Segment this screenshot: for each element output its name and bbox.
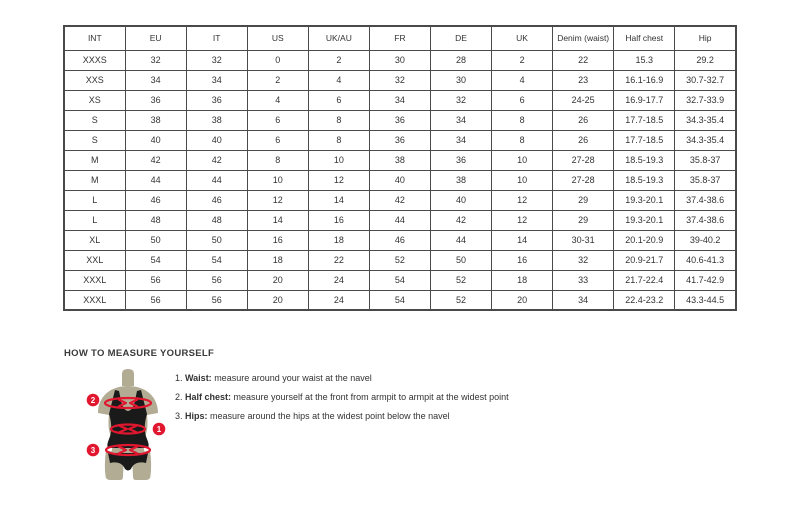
table-cell: 8 [247, 150, 308, 170]
table-cell: XXS [64, 70, 125, 90]
table-row [64, 270, 736, 290]
table-cell: XL [64, 230, 125, 250]
table-cell: 38 [369, 150, 430, 170]
header-row [64, 26, 736, 50]
table-cell: 42 [430, 210, 491, 230]
table-row [64, 130, 736, 150]
table-cell: 54 [369, 290, 430, 310]
table-cell: 56 [125, 290, 186, 310]
table-cell: 35.8-37 [675, 170, 736, 190]
column-header: UK/AU [308, 26, 369, 50]
column-header: Hip [675, 26, 736, 50]
table-cell: 40 [186, 130, 247, 150]
table-cell: 15.3 [614, 50, 675, 70]
table-cell: 32.7-33.9 [675, 90, 736, 110]
table-cell: 34.3-35.4 [675, 130, 736, 150]
instruction-number: 3. [175, 411, 186, 421]
table-cell: 30 [430, 70, 491, 90]
table-cell: 2 [247, 70, 308, 90]
table-cell: 20 [492, 290, 553, 310]
measure-instructions [175, 373, 509, 430]
table-cell: 37.4-38.6 [675, 210, 736, 230]
table-cell: 37.4-38.6 [675, 190, 736, 210]
table-cell: 38 [125, 110, 186, 130]
instruction-number: 2. [175, 392, 186, 402]
table-cell: XS [64, 90, 125, 110]
table-cell: 4 [308, 70, 369, 90]
size-chart-body [64, 50, 736, 310]
table-cell: 17.7-18.5 [614, 110, 675, 130]
table-cell: 18.5-19.3 [614, 150, 675, 170]
table-cell: M [64, 170, 125, 190]
table-cell: 44 [125, 170, 186, 190]
table-cell: 2 [308, 50, 369, 70]
table-cell: 34 [430, 110, 491, 130]
column-header: US [247, 26, 308, 50]
measurement-figure [78, 366, 178, 484]
table-row [64, 250, 736, 270]
instruction-text: measure around the hips at the widest point below the navel [207, 411, 450, 421]
table-cell: 50 [430, 250, 491, 270]
column-header: Denim (waist) [553, 26, 614, 50]
table-cell: 16.1-16.9 [614, 70, 675, 90]
table-cell: 20.9-21.7 [614, 250, 675, 270]
table-cell: 54 [186, 250, 247, 270]
table-cell: 40 [369, 170, 430, 190]
table-cell: 24 [308, 290, 369, 310]
table-cell: 12 [247, 190, 308, 210]
hips-badge [87, 444, 100, 457]
table-cell: 20 [247, 270, 308, 290]
how-to-measure-title: HOW TO MEASURE YOURSELF [64, 348, 215, 359]
table-cell: 12 [492, 210, 553, 230]
table-cell: 39-40.2 [675, 230, 736, 250]
table-cell: 14 [492, 230, 553, 250]
table-cell: 32 [369, 70, 430, 90]
table-cell: 36 [430, 150, 491, 170]
table-row [64, 70, 736, 90]
table-cell: 8 [492, 130, 553, 150]
table-cell: 18.5-19.3 [614, 170, 675, 190]
table-cell: 12 [308, 170, 369, 190]
table-cell: 54 [125, 250, 186, 270]
table-cell: 34 [553, 290, 614, 310]
table-cell: 36 [186, 90, 247, 110]
waist-badge [153, 423, 166, 436]
table-cell: 10 [308, 150, 369, 170]
table-cell: 18 [308, 230, 369, 250]
mannequin-illustration-icon [78, 366, 178, 484]
column-header: EU [125, 26, 186, 50]
table-cell: 34 [430, 130, 491, 150]
svg-text:1: 1 [156, 425, 162, 434]
table-cell: 30 [369, 50, 430, 70]
table-cell: XXXL [64, 290, 125, 310]
size-chart-header [64, 26, 736, 50]
table-cell: 30-31 [553, 230, 614, 250]
table-row [64, 230, 736, 250]
table-cell: 26 [553, 130, 614, 150]
mannequin-neck [122, 369, 134, 386]
svg-text:2: 2 [90, 396, 96, 405]
table-cell: 16.9-17.7 [614, 90, 675, 110]
table-cell: S [64, 130, 125, 150]
instruction-label: Half chest: [185, 392, 232, 402]
instruction-text: measure yourself at the front from armpit to armpit at the widest point [231, 392, 509, 402]
table-cell: 6 [247, 110, 308, 130]
table-cell: 16 [308, 210, 369, 230]
table-cell: 44 [369, 210, 430, 230]
table-cell: 16 [247, 230, 308, 250]
table-cell: 42 [186, 150, 247, 170]
table-cell: L [64, 210, 125, 230]
table-row [64, 170, 736, 190]
table-cell: 29 [553, 190, 614, 210]
table-cell: 34 [369, 90, 430, 110]
table-cell: 19.3-20.1 [614, 210, 675, 230]
table-cell: 14 [247, 210, 308, 230]
table-cell: 46 [369, 230, 430, 250]
table-cell: 38 [186, 110, 247, 130]
table-cell: 20.1-20.9 [614, 230, 675, 250]
table-row [64, 50, 736, 70]
table-cell: 10 [247, 170, 308, 190]
table-row [64, 110, 736, 130]
table-cell: 56 [125, 270, 186, 290]
table-cell: 12 [492, 190, 553, 210]
table-cell: 36 [369, 110, 430, 130]
table-cell: 46 [186, 190, 247, 210]
table-row [64, 210, 736, 230]
table-cell: 40 [430, 190, 491, 210]
table-cell: XXL [64, 250, 125, 270]
table-cell: 19.3-20.1 [614, 190, 675, 210]
table-cell: 32 [186, 50, 247, 70]
table-cell: 10 [492, 150, 553, 170]
table-cell: 44 [430, 230, 491, 250]
table-cell: M [64, 150, 125, 170]
table-cell: 33 [553, 270, 614, 290]
table-cell: 17.7-18.5 [614, 130, 675, 150]
table-cell: 18 [492, 270, 553, 290]
table-cell: 34 [186, 70, 247, 90]
table-cell: 4 [492, 70, 553, 90]
table-cell: 32 [125, 50, 186, 70]
table-cell: 6 [308, 90, 369, 110]
table-cell: 20 [247, 290, 308, 310]
table-cell: 10 [492, 170, 553, 190]
instruction-number: 1. [175, 373, 186, 383]
table-cell: 28 [430, 50, 491, 70]
table-row [64, 150, 736, 170]
measure-instruction [175, 411, 509, 422]
table-cell: 48 [186, 210, 247, 230]
table-cell: 16 [492, 250, 553, 270]
column-header: DE [430, 26, 491, 50]
size-chart-table [63, 25, 737, 311]
table-cell: 56 [186, 270, 247, 290]
column-header: IT [186, 26, 247, 50]
svg-text:3: 3 [90, 446, 96, 455]
table-cell: 22 [308, 250, 369, 270]
instruction-label: Hips: [185, 411, 208, 421]
table-cell: 22 [553, 50, 614, 70]
instruction-label: Waist: [185, 373, 212, 383]
table-row [64, 190, 736, 210]
table-cell: 36 [369, 130, 430, 150]
table-cell: 41.7-42.9 [675, 270, 736, 290]
table-cell: S [64, 110, 125, 130]
table-cell: 34.3-35.4 [675, 110, 736, 130]
column-header: UK [492, 26, 553, 50]
table-cell: 21.7-22.4 [614, 270, 675, 290]
table-cell: 30.7-32.7 [675, 70, 736, 90]
table-cell: 24-25 [553, 90, 614, 110]
table-cell: 29 [553, 210, 614, 230]
table-cell: 40.6-41.3 [675, 250, 736, 270]
table-cell: 42 [125, 150, 186, 170]
table-cell: 52 [430, 290, 491, 310]
table-cell: 18 [247, 250, 308, 270]
table-cell: 42 [369, 190, 430, 210]
table-cell: 24 [308, 270, 369, 290]
table-cell: 36 [125, 90, 186, 110]
table-cell: 4 [247, 90, 308, 110]
table-cell: 46 [125, 190, 186, 210]
instruction-text: measure around your waist at the navel [211, 373, 372, 383]
table-cell: 23 [553, 70, 614, 90]
table-cell: XXXL [64, 270, 125, 290]
table-cell: 26 [553, 110, 614, 130]
table-cell: 38 [430, 170, 491, 190]
table-cell: 50 [186, 230, 247, 250]
column-header: INT [64, 26, 125, 50]
table-cell: XXXS [64, 50, 125, 70]
table-cell: 8 [308, 110, 369, 130]
table-cell: 44 [186, 170, 247, 190]
table-cell: 6 [247, 130, 308, 150]
table-cell: 22.4-23.2 [614, 290, 675, 310]
table-cell: 29.2 [675, 50, 736, 70]
table-cell: 52 [430, 270, 491, 290]
table-cell: 35.8-37 [675, 150, 736, 170]
table-cell: 52 [369, 250, 430, 270]
table-cell: 0 [247, 50, 308, 70]
measure-instruction [175, 392, 509, 403]
measure-instruction [175, 373, 509, 384]
table-cell: 48 [125, 210, 186, 230]
table-cell: 2 [492, 50, 553, 70]
column-header: Half chest [614, 26, 675, 50]
table-cell: 14 [308, 190, 369, 210]
table-cell: 27-28 [553, 150, 614, 170]
table-cell: 56 [186, 290, 247, 310]
table-cell: 6 [492, 90, 553, 110]
table-cell: 32 [430, 90, 491, 110]
table-cell: 40 [125, 130, 186, 150]
table-cell: 54 [369, 270, 430, 290]
table-cell: 8 [492, 110, 553, 130]
column-header: FR [369, 26, 430, 50]
table-cell: 27-28 [553, 170, 614, 190]
table-cell: 43.3-44.5 [675, 290, 736, 310]
table-cell: 34 [125, 70, 186, 90]
table-cell: 32 [553, 250, 614, 270]
table-cell: L [64, 190, 125, 210]
table-cell: 8 [308, 130, 369, 150]
table-row [64, 90, 736, 110]
table-row [64, 290, 736, 310]
table-cell: 50 [125, 230, 186, 250]
half-chest-badge [87, 394, 100, 407]
